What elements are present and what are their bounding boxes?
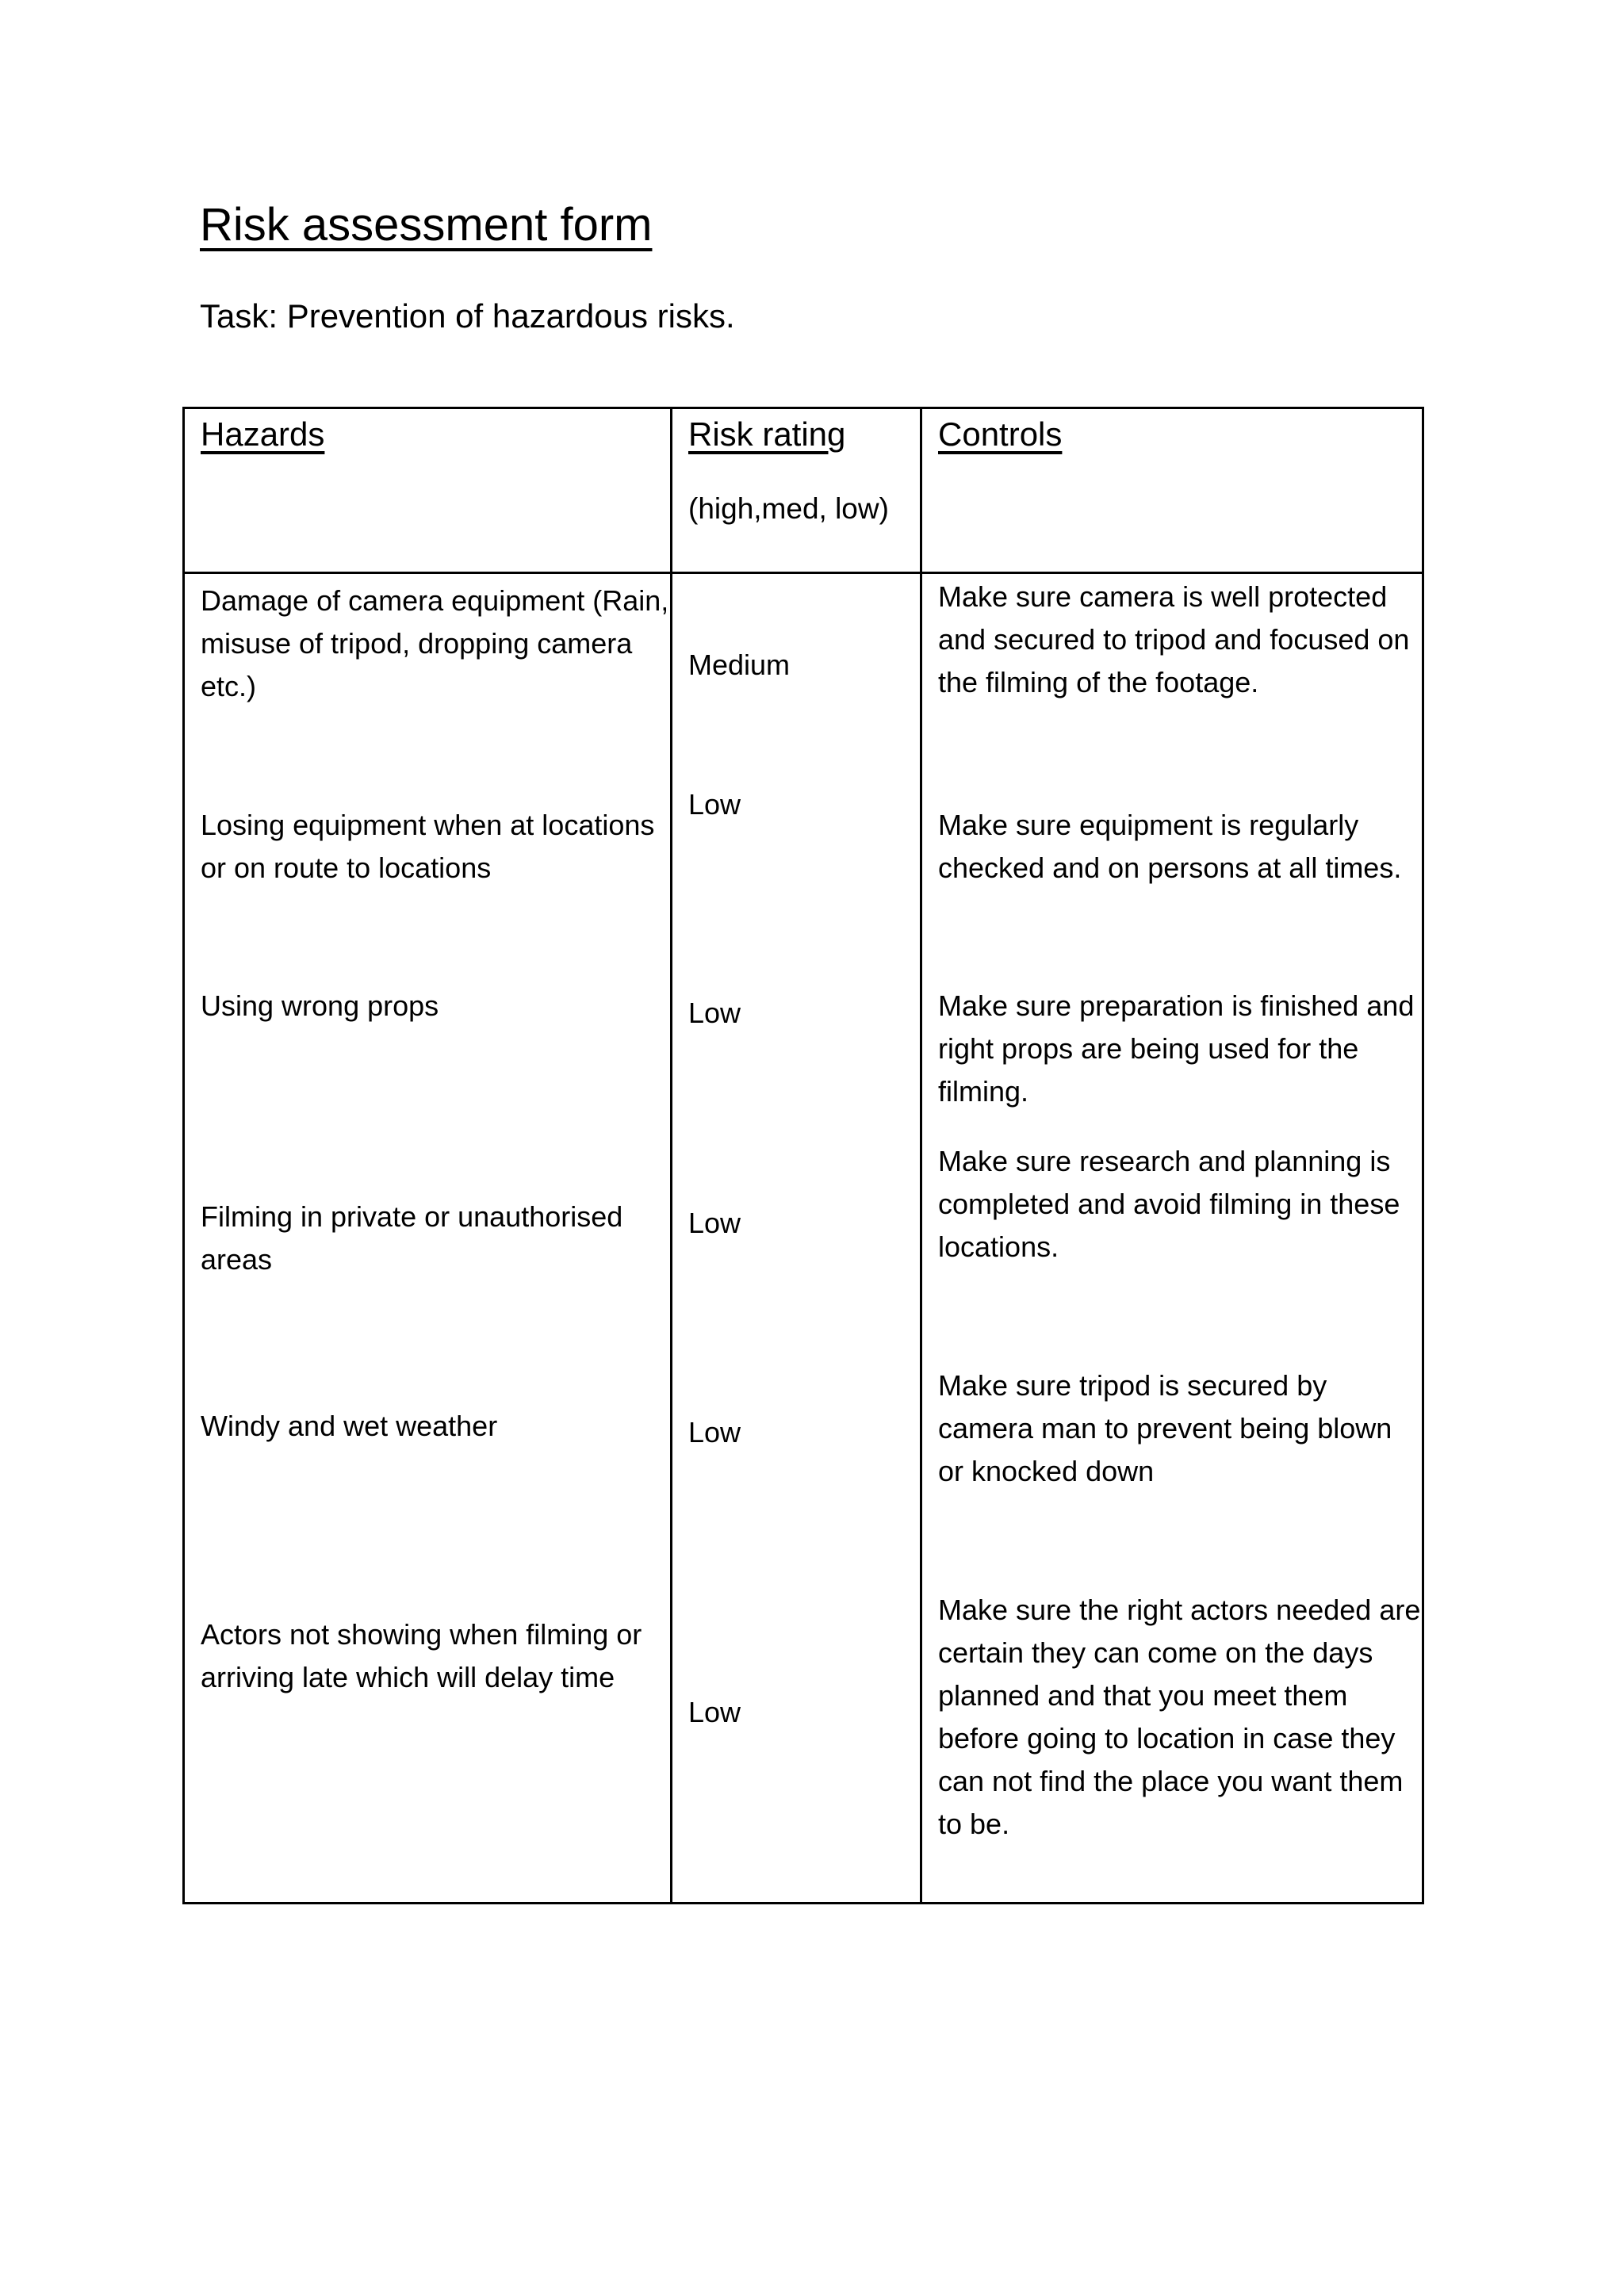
control-text: Make sure research and planning is completed and avoid filming in these locations.	[938, 1145, 1400, 1263]
hazard-text: Using wrong props	[201, 989, 439, 1022]
hazard-text: Damage of camera equipment (Rain, misuse of tripod, dropping camera etc.)	[201, 584, 669, 702]
risk-table	[182, 407, 1424, 1904]
rating-column	[672, 573, 921, 1904]
rating-text: Medium	[688, 649, 791, 681]
header-rating: Risk rating	[688, 415, 846, 453]
header-hazards-cell	[184, 408, 672, 573]
header-controls-cell	[921, 408, 1423, 573]
hazard-text: Filming in private or unauthorised areas	[201, 1200, 623, 1276]
rating-text: Low	[688, 997, 741, 1029]
page-title: Risk assessment form	[200, 199, 653, 251]
hazards-column	[184, 573, 672, 1904]
hazard-text: Actors not showing when filming or arriving late which will delay time	[201, 1618, 642, 1693]
rating-text: Low	[688, 1696, 741, 1728]
control-text: Make sure equipment is regularly checked and on persons at all times.	[938, 809, 1402, 884]
control-text: Make sure preparation is finished and right props are being used for the filming.	[938, 989, 1415, 1108]
control-text: Make sure the right actors needed are certain they can come on the days planned and that you meet them before going to location in case they can not find the place you want them to be.	[938, 1594, 1421, 1840]
rating-text: Low	[688, 788, 741, 821]
task-line: Task: Prevention of hazardous risks.	[200, 297, 735, 335]
header-controls: Controls	[938, 415, 1063, 453]
hazard-text: Losing equipment when at locations or on route to locations	[201, 809, 655, 884]
header-rating-hint: (high,med, low)	[688, 492, 889, 525]
hazard-text: Windy and wet weather	[201, 1410, 498, 1442]
rating-text: Low	[688, 1416, 741, 1448]
header-rating-cell	[672, 408, 921, 573]
control-text: Make sure camera is well protected and secured to tripod and focused on the filming of the footage.	[938, 580, 1410, 698]
table-body-row	[184, 573, 1423, 1904]
header-hazards: Hazards	[201, 415, 325, 453]
controls-column	[921, 573, 1423, 1904]
rating-text: Low	[688, 1207, 741, 1239]
control-text: Make sure tripod is secured by camera man to prevent being blown or knocked down	[938, 1369, 1392, 1487]
table-header-row	[184, 408, 1423, 573]
